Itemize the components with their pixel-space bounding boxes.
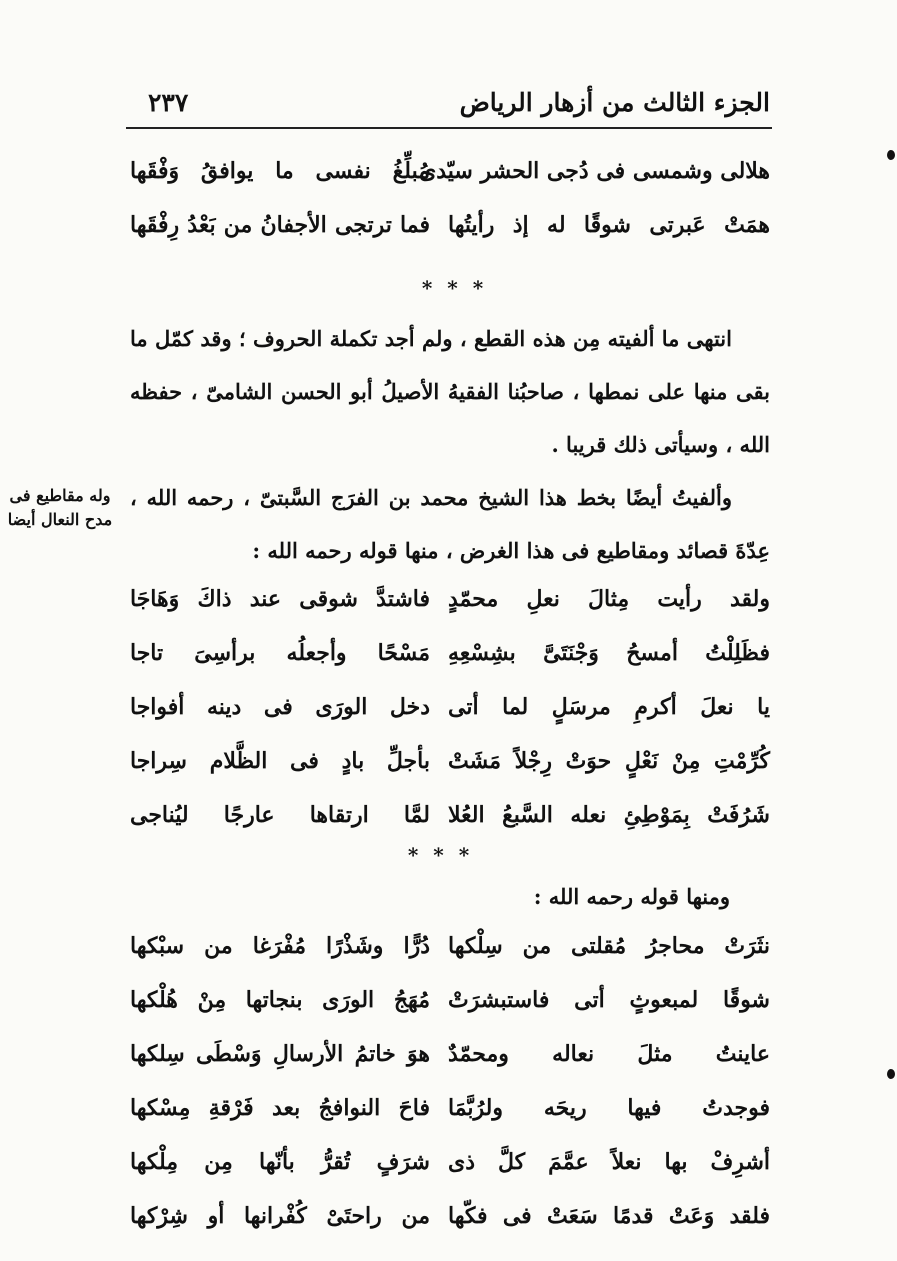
hemistich-first: يا نعلَ أكرمِ مرسَلٍ لما أتى: [448, 694, 770, 720]
hemistich-first: هلالى وشمسى فى دُجى الحشر سيّدى: [418, 158, 770, 184]
verse-line: [130, 686, 770, 740]
verse-line: [130, 1195, 770, 1249]
verse-line: [130, 204, 770, 258]
hemistich-first: فلقد وَعَتْ قدمًا سَعَتْ فى فكّها: [448, 1203, 770, 1229]
hemistich-first: نثَرَتْ محاجرُ مُقلتى من سِلْكها: [448, 933, 770, 959]
hemistich-first: شَرُفَتْ بِمَوْطِئِ نعله السَّبعُ العُلا: [448, 802, 770, 828]
hemistich-second: بأجلِّ بادٍ فى الظَّلام سِراجا: [130, 748, 430, 774]
hemistich-first: عاينتُ مثلَ نعاله ومحمّدٌ: [448, 1041, 770, 1067]
verse-line: [130, 1087, 770, 1141]
verse-line: [130, 925, 770, 979]
header-rule: [126, 127, 772, 129]
hemistich-first: فظَلِلْتُ أمسحُ وَجْنَتَىَّ بشِسْعِهِ: [448, 640, 770, 666]
hemistich-second: مَسْحًا وأجعلُه برأسِىَ تاجا: [130, 640, 430, 666]
verse-line: [130, 740, 770, 794]
hemistich-second: دُرًّا وشَذْرًا مُفْرَغا من سبْكها: [130, 933, 430, 959]
verse-line: [130, 578, 770, 632]
ink-mark: [887, 150, 895, 160]
paragraph: انتهى ما ألفيته مِن هذه القطع ، ولم أجد تكملة الحروف ؛ وقد كمّل ما بقى منها على نمطها ، صاحبُنا الفقيهُ الأصيلُ أبو الحسن الشامىّ ، حفظه الله ، وسيأتى ذلك قريبا .: [130, 326, 770, 457]
margin-note: وله مقاطيع فى مدح النعال أيضا: [7, 486, 113, 529]
prose-paragraph-2: [130, 471, 770, 577]
hemistich-second: مُهَجُ الورَى بنجاتها مِنْ هُلْكها: [130, 987, 430, 1013]
hemistich-second: مُبلِّغُ نفسى ما يوافقُ وَفْقَها: [130, 158, 430, 184]
hemistich-second: فما ترتجى الأجفانُ من بَعْدُ رِفْقَها: [130, 212, 430, 238]
hemistich-second: من راحتَىْ كُفْرانها أو شِرْكها: [130, 1203, 430, 1229]
prose-paragraph-1: [130, 312, 770, 471]
verse-line: [130, 1141, 770, 1195]
verse-line: [130, 632, 770, 686]
paragraph: ومنها قوله رحمه الله :: [533, 884, 730, 909]
verse-line: [130, 794, 770, 848]
paragraph: وألفيتُ أيضًا بخط هذا الشيخ محمد بن الفرَج السَّبتىّ ، رحمه الله ، عِدّةَ قصائد ومقاطيع فى هذا الغرض ، منها قوله رحمه الله :: [130, 485, 770, 563]
poem-1: [130, 150, 770, 258]
hemistich-first: ولقد رأيت مِثالَ نعلِ محمّدٍ: [448, 586, 770, 612]
verse-line: [130, 1033, 770, 1087]
hemistich-first: فوجدتُ فيها ريحَه ولرُبَّمَا: [448, 1095, 770, 1121]
hemistich-second: شرَفٍ تُقرُّ بأنّها مِن مِلْكها: [130, 1149, 430, 1175]
hemistich-first: أشرِفْ بها نعلاً عمَّمَ كلَّ ذى: [448, 1149, 770, 1175]
page-number: ٢٣٧: [148, 88, 189, 117]
poem-2: [130, 578, 770, 848]
running-header: [128, 84, 770, 124]
poem-3: [130, 925, 770, 1249]
hemistich-second: لمَّا ارتقاها عارجًا ليُناجى: [130, 802, 430, 828]
hemistich-second: فاحَ النوافجُ بعد فَرْقةِ مِسْكها: [130, 1095, 430, 1121]
hemistich-second: هوَ خاتمُ الأرسالِ وَسْطَى سِلكها: [130, 1041, 430, 1067]
hemistich-second: دخل الورَى فى دينه أفواجا: [130, 694, 430, 720]
verse-line: [130, 979, 770, 1033]
hemistich-first: كُرِّمْتِ مِنْ نَعْلٍ حوَتْ رِجْلاً مَشَتْ: [448, 748, 770, 774]
section-separator: * * *: [421, 276, 488, 300]
hemistich-second: فاشتدَّ شوقى عند ذاكَ وَهَاجَا: [130, 586, 430, 612]
running-title: الجزء الثالث من أزهار الرياض: [459, 88, 770, 117]
hemistich-first: شوقًا لمبعوثٍ أتى فاستبشرَتْ: [448, 987, 770, 1013]
hemistich-first: همَتْ عَبرتى شوقًا له إذ رأيتُها: [448, 212, 770, 238]
verse-line: [130, 150, 770, 204]
ink-mark: [887, 1069, 895, 1079]
poem-3-intro: [130, 870, 770, 923]
section-separator: * * *: [407, 843, 474, 867]
